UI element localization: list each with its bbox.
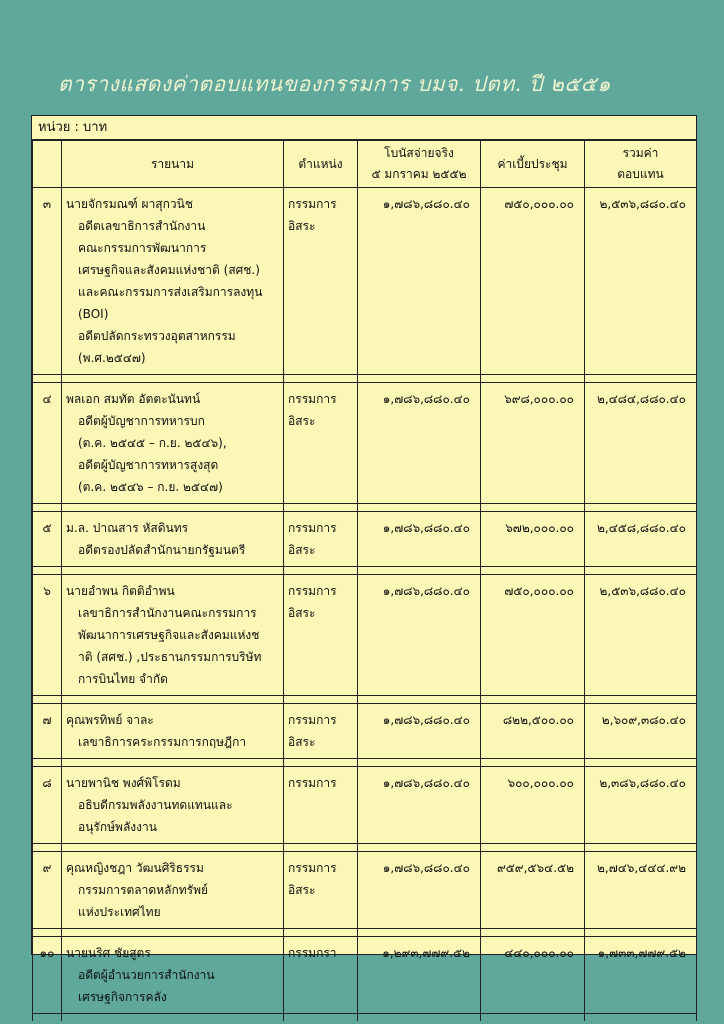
director-detail-line: เศรษฐกิจและสังคมแห่งชาติ (สศช.) <box>78 263 260 277</box>
header-bonus-line1: โบนัสจ่ายจริง <box>384 146 454 160</box>
director-detail-line: เลขาธิการคระกรรมการกฤษฎีกา <box>78 735 247 749</box>
row-spacer <box>33 759 697 767</box>
spacer-cell <box>481 696 585 704</box>
director-name: คุณพรทิพย์ จาละ <box>66 713 154 727</box>
position-line: กรรมการ <box>288 584 337 598</box>
position-line: กรรมการ <box>288 521 337 535</box>
position-line: อิสระ <box>288 735 316 749</box>
spacer-cell <box>358 929 481 937</box>
director-detail-line: คณะกรรมการพัฒนาการ <box>78 241 207 255</box>
director-name: นายนริศ ชัยสูตร <box>66 946 151 960</box>
header-bonus <box>358 141 481 188</box>
director-name-cell <box>62 512 284 567</box>
spacer-cell <box>33 696 62 704</box>
director-name: นายอำพน กิตติอำพน <box>66 584 175 598</box>
position-line: อิสระ <box>288 606 316 620</box>
bonus-amount: ๑,๗๘๖,๘๘๐.๔๐ <box>358 852 481 929</box>
bonus-amount: ๑,๗๘๖,๘๘๐.๔๐ <box>358 188 481 375</box>
director-detail-line: แห่งประเทศไทย <box>78 905 161 919</box>
bonus-amount: ๑,๗๘๖,๘๘๐.๔๐ <box>358 383 481 504</box>
spacer-cell <box>358 1014 481 1022</box>
position-line: กรรมการ <box>288 776 337 790</box>
meeting-amount: ๙๕๙,๕๖๔.๕๒ <box>481 852 585 929</box>
header-total-line1: รวมค่า <box>622 146 659 160</box>
row-number: ๗ <box>33 704 62 759</box>
spacer-cell <box>585 696 697 704</box>
director-name-cell <box>62 383 284 504</box>
spacer-cell <box>358 567 481 575</box>
spacer-cell <box>33 759 62 767</box>
total-amount: ๒,๕๓๖,๘๘๐.๔๐ <box>585 188 697 375</box>
total-amount: ๒,๓๘๖,๘๘๐.๔๐ <box>585 767 697 844</box>
director-detail-line: อดีตรองปลัดสำนักนายกรัฐมนตรี <box>78 543 246 557</box>
spacer-cell <box>284 696 358 704</box>
spacer-cell <box>284 844 358 852</box>
row-spacer <box>33 929 697 937</box>
director-detail-line: การบินไทย จำกัด <box>78 672 168 686</box>
spacer-cell <box>585 567 697 575</box>
director-fee-table <box>32 140 697 1021</box>
spacer-cell <box>481 929 585 937</box>
spacer-cell <box>585 759 697 767</box>
unit-label: หน่วย : บาท <box>32 116 696 140</box>
spacer-cell <box>481 844 585 852</box>
page-title: ตารางแสดงค่าตอบแทนของกรรมการ บมจ. ปตท. ปี ๒๕๕๑ <box>58 72 611 96</box>
director-name: นายจักรมณฑ์ ผาสุกวนิช <box>66 197 193 211</box>
table-body <box>33 188 697 1022</box>
director-name-cell <box>62 188 284 375</box>
director-name-cell <box>62 937 284 1014</box>
spacer-cell <box>62 375 284 383</box>
total-amount: ๒,๖๐๙,๓๘๐.๔๐ <box>585 704 697 759</box>
spacer-cell <box>358 759 481 767</box>
position-line: กรรมกรา <box>288 946 337 960</box>
total-amount: ๒,๗๔๖,๔๔๔.๙๒ <box>585 852 697 929</box>
spacer-cell <box>33 375 62 383</box>
spacer-cell <box>585 504 697 512</box>
position-cell <box>284 575 358 696</box>
director-detail-line: เศรษฐกิจการคลัง <box>78 990 167 1004</box>
position-cell <box>284 937 358 1014</box>
table-row <box>33 575 697 696</box>
spacer-cell <box>284 504 358 512</box>
total-amount: ๒,๕๓๖,๘๘๐.๔๐ <box>585 575 697 696</box>
table-row <box>33 767 697 844</box>
row-spacer <box>33 504 697 512</box>
director-name-cell <box>62 704 284 759</box>
position-cell <box>284 767 358 844</box>
total-amount: ๒,๔๘๔,๘๘๐.๔๐ <box>585 383 697 504</box>
table-row <box>33 852 697 929</box>
spacer-cell <box>284 929 358 937</box>
spacer-cell <box>33 1014 62 1022</box>
spacer-cell <box>62 567 284 575</box>
spacer-cell <box>33 567 62 575</box>
row-number: ๙ <box>33 852 62 929</box>
position-line: อิสระ <box>288 414 316 428</box>
spacer-cell <box>284 567 358 575</box>
spacer-cell <box>284 375 358 383</box>
director-detail-line: และคณะกรรมการส่งเสริมการลงทุน <box>78 285 263 299</box>
director-name: นายพานิช พงศ์พิโรดม <box>66 776 181 790</box>
spacer-cell <box>585 375 697 383</box>
spacer-cell <box>585 844 697 852</box>
spacer-cell <box>284 759 358 767</box>
meeting-amount: ๖๐๐,๐๐๐.๐๐ <box>481 767 585 844</box>
director-name: พลเอก สมทัต อัตตะนันทน์ <box>66 392 201 406</box>
row-spacer <box>33 1014 697 1022</box>
spacer-cell <box>33 844 62 852</box>
position-line: อิสระ <box>288 543 316 557</box>
spacer-cell <box>585 1014 697 1022</box>
bonus-amount: ๑,๒๙๓,๗๗๙.๕๒ <box>358 937 481 1014</box>
director-detail-line: อดีตปลัดกระทรวงอุตสาหกรรม <box>78 329 236 343</box>
spacer-cell <box>481 504 585 512</box>
row-spacer <box>33 696 697 704</box>
spacer-cell <box>481 375 585 383</box>
meeting-amount: ๗๕๐,๐๐๐.๐๐ <box>481 188 585 375</box>
header-name: รายนาม <box>62 141 284 188</box>
row-spacer <box>33 844 697 852</box>
director-name: คุณหญิงชฎา วัฒนศิริธรรม <box>66 861 204 875</box>
position-cell <box>284 188 358 375</box>
director-detail-line: (ต.ค. ๒๕๔๖ – ก.ย. ๒๕๔๗) <box>78 480 223 494</box>
position-cell <box>284 383 358 504</box>
spacer-cell <box>358 375 481 383</box>
header-meeting: ค่าเบี้ยประชุม <box>481 141 585 188</box>
table-header-row <box>33 141 697 188</box>
director-detail-line: อดีตผู้บัญชาการทหารบก <box>78 414 205 428</box>
meeting-amount: ๘๒๒,๕๐๐.๐๐ <box>481 704 585 759</box>
table-row <box>33 704 697 759</box>
position-cell <box>284 704 358 759</box>
header-bonus-line2: ๕ มกราคม ๒๕๕๒ <box>371 167 467 181</box>
row-number: ๔ <box>33 383 62 504</box>
spacer-cell <box>33 929 62 937</box>
row-number: ๓ <box>33 188 62 375</box>
meeting-amount: ๖๗๒,๐๐๐.๐๐ <box>481 512 585 567</box>
director-name-cell <box>62 852 284 929</box>
spacer-cell <box>62 1014 284 1022</box>
director-detail-line: (พ.ศ.๒๕๔๗) <box>78 351 146 365</box>
director-detail-line: พัฒนาการเศรษฐกิจและสังคมแห่งช <box>78 628 260 642</box>
director-detail-line: อธิบดีกรมพลังงานทดแทนและ <box>78 798 233 812</box>
row-spacer <box>33 375 697 383</box>
director-detail-line: (BOI) <box>78 307 109 321</box>
spacer-cell <box>358 696 481 704</box>
row-number: ๖ <box>33 575 62 696</box>
spacer-cell <box>62 504 284 512</box>
bonus-amount: ๑,๗๘๖,๘๘๐.๔๐ <box>358 767 481 844</box>
spacer-cell <box>62 929 284 937</box>
spacer-cell <box>62 759 284 767</box>
spacer-cell <box>481 567 585 575</box>
fee-table-sheet <box>31 115 697 1004</box>
position-line: กรรมการ <box>288 197 337 211</box>
row-number: ๕ <box>33 512 62 567</box>
spacer-cell <box>62 696 284 704</box>
table-row <box>33 188 697 375</box>
table-row <box>33 512 697 567</box>
spacer-cell <box>358 844 481 852</box>
bonus-amount: ๑,๗๘๖,๘๘๐.๔๐ <box>358 704 481 759</box>
header-no <box>33 141 62 188</box>
director-detail-line: าติ (สศช.) ,ประธานกรรมการบริษัท <box>78 650 262 664</box>
table-row <box>33 383 697 504</box>
director-name: ม.ล. ปาณสาร หัสดินทร <box>66 521 189 535</box>
header-total-line2: ตอบแทน <box>617 167 664 181</box>
total-amount: ๑,๗๓๓,๗๗๙.๕๒ <box>585 937 697 1014</box>
spacer-cell <box>284 1014 358 1022</box>
spacer-cell <box>62 844 284 852</box>
director-detail-line: กรรมการตลาดหลักทรัพย์ <box>78 883 209 897</box>
spacer-cell <box>585 929 697 937</box>
row-number: ๑๐ <box>33 937 62 1014</box>
bonus-amount: ๑,๗๘๖,๘๘๐.๔๐ <box>358 575 481 696</box>
spacer-cell <box>358 504 481 512</box>
position-line: กรรมการ <box>288 861 337 875</box>
meeting-amount: ๖๙๘,๐๐๐.๐๐ <box>481 383 585 504</box>
director-detail-line: อนุรักษ์พลังงาน <box>78 820 157 834</box>
position-line: อิสระ <box>288 219 316 233</box>
position-line: กรรมการ <box>288 392 337 406</box>
director-detail-line: อดีตเลขาธิการสำนักงาน <box>78 219 206 233</box>
table-row <box>33 937 697 1014</box>
header-total <box>585 141 697 188</box>
director-detail-line: เลขาธิการสำนักงานคณะกรรมการ <box>78 606 257 620</box>
meeting-amount: ๗๕๐,๐๐๐.๐๐ <box>481 575 585 696</box>
position-line: อิสระ <box>288 883 316 897</box>
position-line: กรรมการ <box>288 713 337 727</box>
director-detail-line: อดีตผู้บัญชาการทหารสูงสุด <box>78 458 219 472</box>
header-position: ตำแหน่ง <box>284 141 358 188</box>
spacer-cell <box>33 504 62 512</box>
bonus-amount: ๑,๗๘๖,๘๘๐.๔๐ <box>358 512 481 567</box>
meeting-amount: ๔๔๐,๐๐๐.๐๐ <box>481 937 585 1014</box>
director-name-cell <box>62 575 284 696</box>
director-name-cell <box>62 767 284 844</box>
spacer-cell <box>481 1014 585 1022</box>
position-cell <box>284 852 358 929</box>
position-cell <box>284 512 358 567</box>
row-number: ๘ <box>33 767 62 844</box>
director-detail-line: อดีตผู้อำนวยการสำนักงาน <box>78 968 215 982</box>
total-amount: ๒,๔๕๘,๘๘๐.๔๐ <box>585 512 697 567</box>
row-spacer <box>33 567 697 575</box>
director-detail-line: (ต.ค. ๒๕๔๕ – ก.ย. ๒๕๔๖), <box>78 436 227 450</box>
spacer-cell <box>481 759 585 767</box>
